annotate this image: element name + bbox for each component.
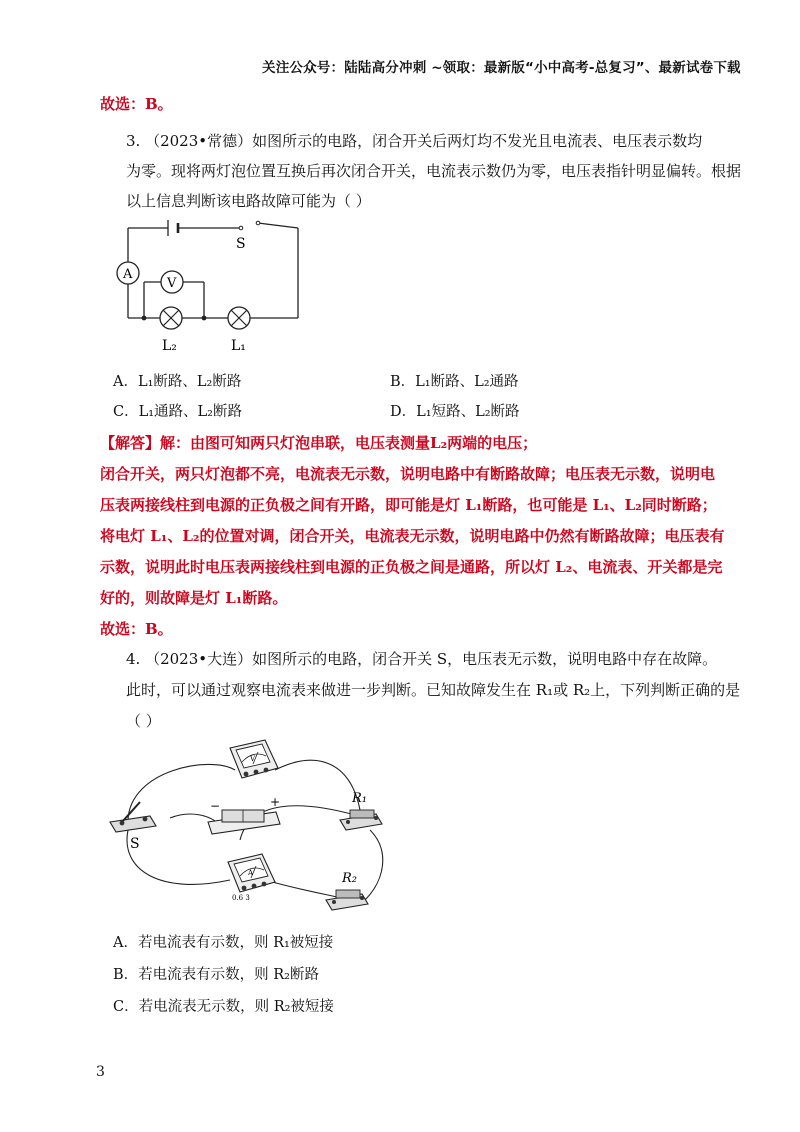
q3-analysis-line2: 闭合开关，两只灯泡都不亮，电流表无示数，说明电路中有断路故障；电压表无示数，说明电: [100, 465, 716, 483]
q3-circuit-diagram: [100, 212, 330, 362]
switch-label: S: [236, 236, 246, 252]
lamp-l1-label: L₁: [231, 338, 246, 354]
q3-analysis-line5: 示数，说明此时电压表两接线柱到电源的正负极之间是通路，所以灯 L₂、电流表、开关都是完: [100, 558, 723, 576]
q4-stem-line1: 4. （2023•大连）如图所示的电路，闭合开关 S，电压表无示数，说明电路中存在故障。: [126, 650, 718, 668]
lamp-l2-icon: [160, 307, 182, 329]
q4-option-c: C．若电流表无示数，则 R₂被短接: [113, 999, 334, 1015]
q3-option-a: A．L₁断路、L₂断路: [113, 374, 242, 390]
q3-option-c: C．L₁通路、L₂断路: [113, 404, 242, 420]
q4-stem-line3: （ ）: [126, 712, 161, 730]
q3-answer: 故选：B。: [100, 620, 173, 638]
analysis-text: 解：由图可知两只灯泡串联，电压表测量L₂两端的电压；: [160, 434, 538, 452]
q3-analysis-line3: 压表两接线柱到电源的正负极之间有开路，即可能是灯 L₁断路，也可能是 L₁、L₂同时断路；: [100, 496, 717, 514]
voltmeter-device-label: V: [250, 755, 256, 763]
q3-analysis-line4: 将电灯 L₁、L₂的位置对调，闭合开关，电流表无示数，说明电路中仍然有断路故障；电压表有: [100, 527, 725, 545]
ammeter-device-icon: [228, 854, 275, 892]
lamp-l1-icon: [228, 307, 250, 329]
switch-device-label: S: [130, 836, 140, 852]
voltmeter-label: V: [167, 276, 177, 291]
r1-label: R₁: [352, 791, 367, 806]
q3-stem-line2: 为零。现将两灯泡位置互换后再次闭合开关，电流表示数仍为零，电压表指针明显偏转。根据: [126, 162, 742, 180]
analysis-label: 【解答】: [100, 434, 161, 452]
q3-analysis-line6: 好的，则故障是灯 L₁断路。: [100, 589, 288, 607]
battery-plus-label: +: [270, 795, 281, 809]
switch-contact-icon: [239, 226, 243, 230]
switch-contact-icon: [256, 221, 260, 225]
q4-circuit-photo: [100, 730, 400, 920]
voltmeter-device-icon: [230, 740, 278, 778]
lamp-l2-label: L₂: [162, 338, 177, 354]
ammeter-scale-label: 0.6 3: [232, 894, 250, 902]
page-header: 关注公众号：陆陆高分冲刺 ~领取：最新版“小中高考-总复习”、最新试卷下载: [262, 60, 741, 76]
page-number: 3: [96, 1064, 105, 1080]
junction-dot-icon: [142, 316, 147, 321]
q3-stem-line3: 以上信息判断该电路故障可能为（ ）: [126, 192, 371, 210]
q4-stem-line2: 此时，可以通过观察电流表来做进一步判断。已知故障发生在 R₁或 R₂上，下列判断正确的是: [126, 681, 741, 699]
junction-dot-icon: [202, 316, 207, 321]
ammeter-device-label: A: [248, 869, 254, 877]
battery-minus-label: −: [210, 799, 221, 813]
q4-option-b: B．若电流表有示数，则 R₂断路: [113, 967, 319, 983]
q3-stem-line1: 3. （2023•常德）如图所示的电路，闭合开关后两灯均不发光且电流表、电压表示数均: [126, 132, 703, 150]
q3-option-b: B．L₁断路、L₂通路: [390, 374, 519, 390]
q3-analysis-line1: [100, 433, 537, 453]
ammeter-label: A: [123, 267, 133, 282]
previous-answer: 故选：B。: [100, 95, 173, 113]
q4-option-a: A．若电流表有示数，则 R₁被短接: [113, 935, 334, 951]
switch-device-icon: [110, 802, 156, 832]
resistor-r2-icon: [326, 890, 368, 910]
q3-option-d: D．L₁短路、L₂断路: [390, 404, 520, 420]
r2-label: R₂: [342, 871, 357, 886]
